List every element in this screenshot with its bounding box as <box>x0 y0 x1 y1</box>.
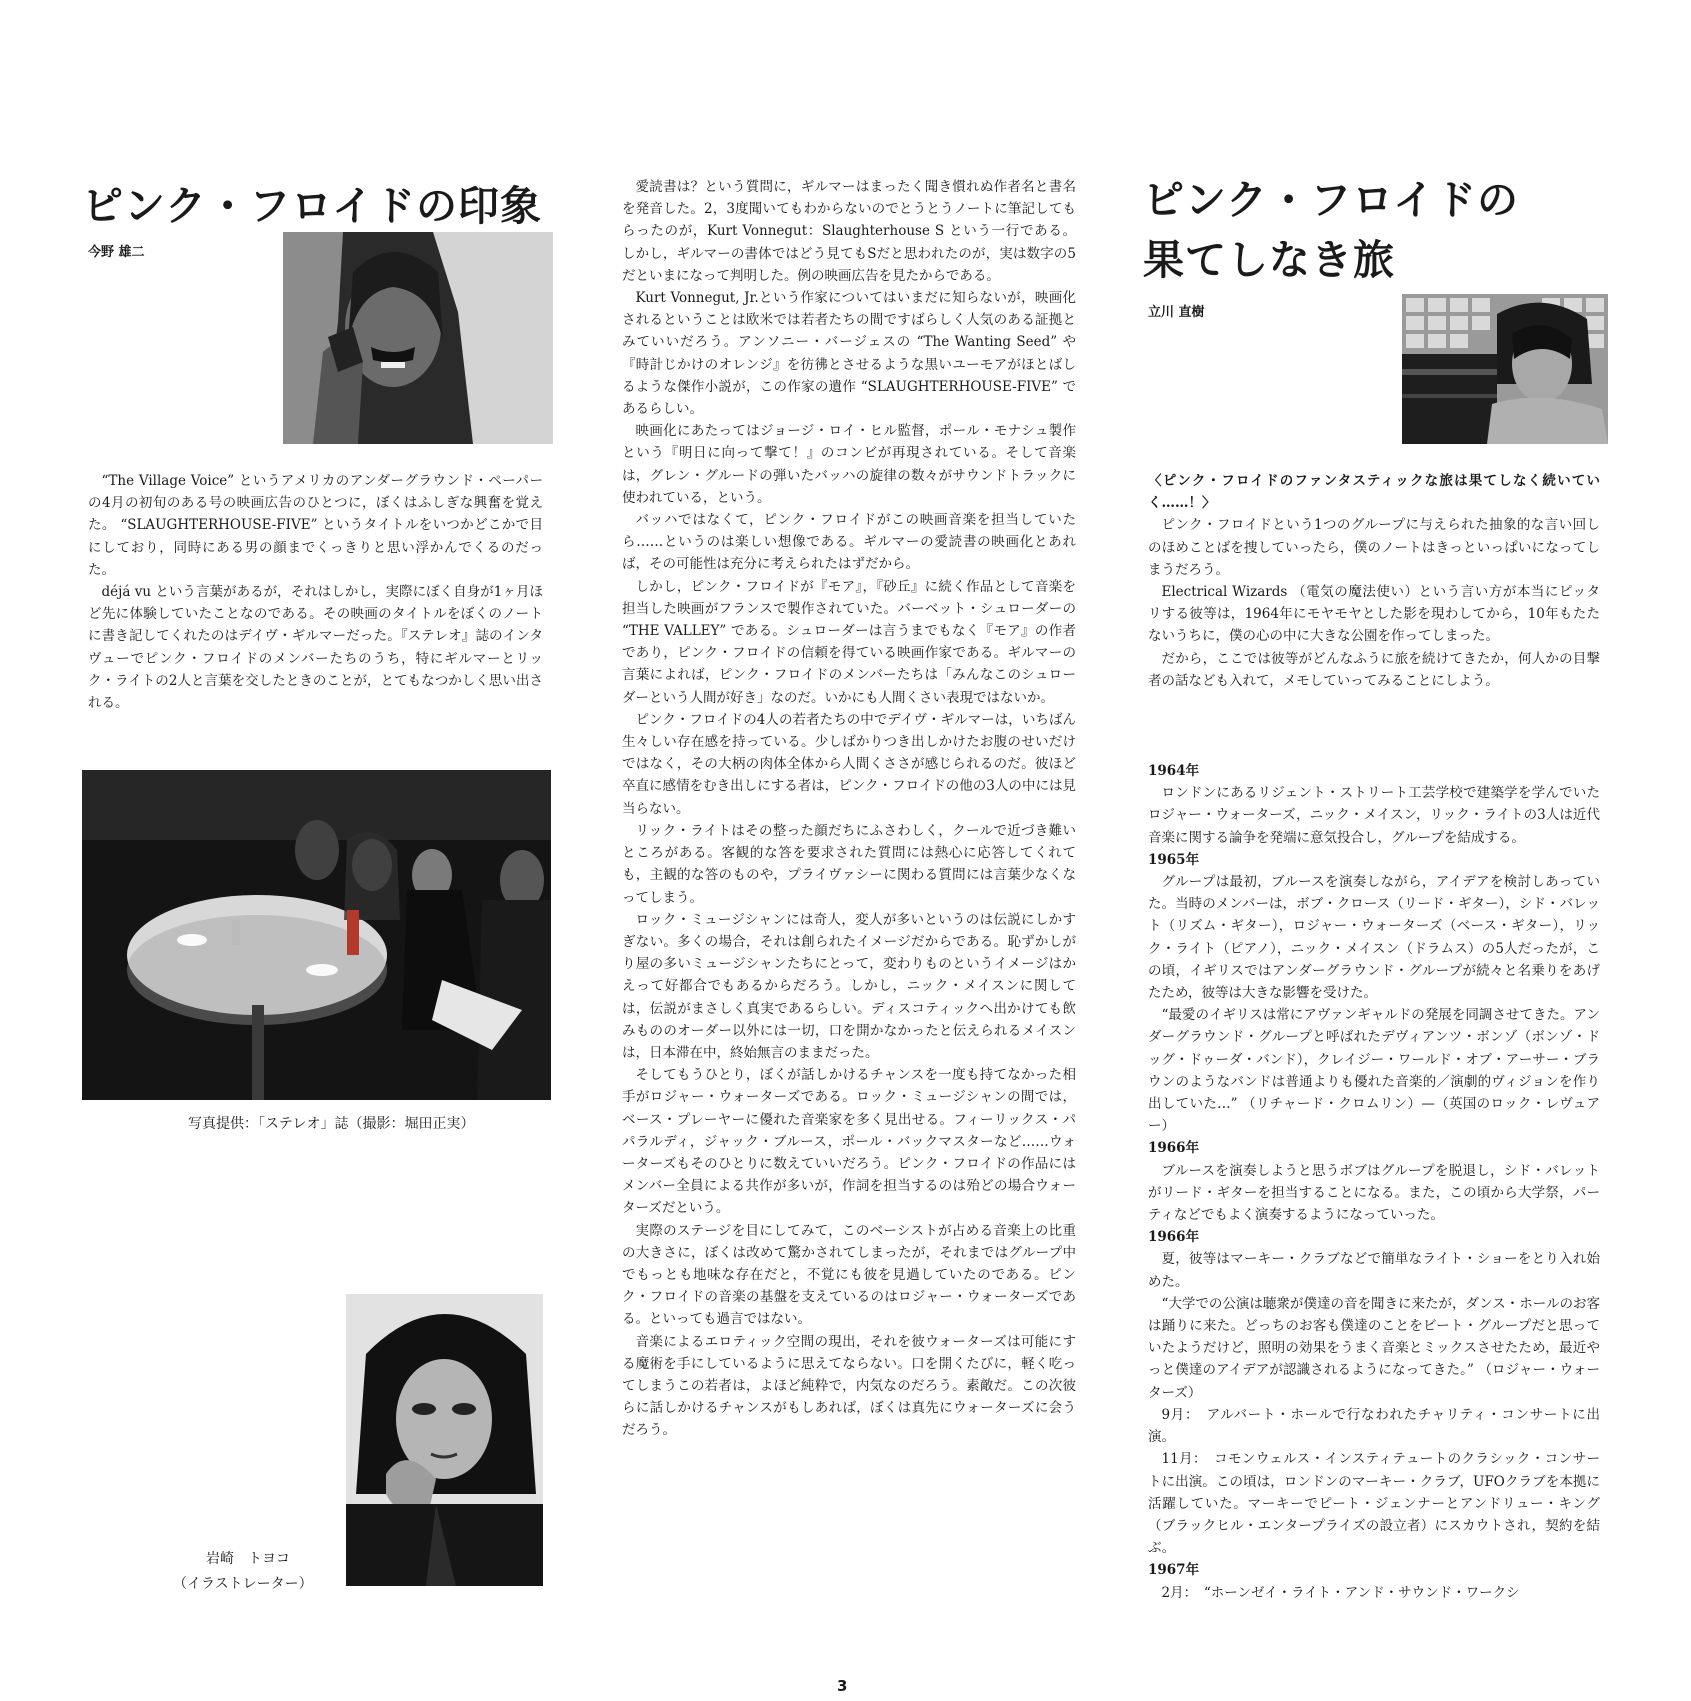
article2-timeline <box>1148 760 1600 1604</box>
article2-intro-paragraph: だから，ここでは彼等がどんなふうに旅を続けてきたか，何人かの目撃者の話なども入れて，メモしていってみることにしよう。 <box>1148 650 1600 689</box>
article1-paragraph: “The Village Voice” というアメリカのアンダーグラウンド・ペーパーの4月の初旬のある号の映画広告のひとつに，ぼくはふしぎな興奮を覚えた。 “SLAUGHTERHOUSE-FIVE” というタイトルをいつかどこかで目にしており，同時にある男の顔までくっきりと思い浮かんでくるのだった。 <box>88 473 543 578</box>
article2-title-line2: 果てしなき旅 <box>1143 236 1395 284</box>
article2-subtitle: 〈ピンク・フロイドのファンタスティックな旅は果てしなく続いていく……！〉 <box>1148 473 1600 512</box>
article2-intro-paragraph: ピンク・フロイドという1つのグループに与えられた抽象的な言い回しのほめことばを捜していったら，僕のノートはきっといっぱいになってしまうだろう。 <box>1148 517 1600 578</box>
illustrator-role: （イラストレーター） <box>173 1576 313 1592</box>
timeline-entry: 9月： アルバート・ホールで行なわれたチャリティ・コンサートに出演。 <box>1148 1406 1600 1446</box>
article2-title-line1: ピンク・フロイドの <box>1143 176 1519 224</box>
photo-illustrator-portrait <box>346 1294 543 1586</box>
timeline-entry: グループは最初，ブルースを演奏しながら，アイデアを検討しあっていた。当時のメンバーは，ボブ・クロース（リード・ギター），シド・バレット（リズム・ギター），ロジャー・ウォーターズ（ベース・ギター），リック・ライト（ピアノ），ニック・メイスン（ドラムス）の5人だったが，この頃，イギリスではアンダーグラウンド・グループが続々と名乗りをあげたため，彼等は大きな影響を受けた。 <box>1148 874 1600 1002</box>
timeline-entry: 2月： “ホーンゼイ・ライト・アンド・サウンド・ワークシ <box>1161 1584 1520 1601</box>
article1-body <box>88 470 543 714</box>
article1-continued-body <box>622 176 1076 1442</box>
photo-caption: 写真提供：「ステレオ」誌（撮影：堀田正実） <box>188 1116 475 1132</box>
photo-musician-at-piano <box>1402 294 1608 444</box>
article1-cont-paragraph: Kurt Vonnegut, Jr.という作家についてはいまだに知らないが，映画化されるということは欧米では若者たちの間ですばらしく人気のある証拠とみていいだろう。アンソニー・バージェスの “The Wanting Seed” や『時計じかけのオレンジ』を彷彿とさせるような黒いユーモアがほとばしるような傑作小説が，この作家の遺作 “SLAUGHTERHOUSE-FIVE” であるらしい。 <box>622 290 1076 418</box>
timeline-year: 1964年 <box>1148 763 1200 779</box>
article2-intro <box>1148 470 1600 692</box>
illustrator-name: 岩崎 トヨコ <box>206 1551 290 1567</box>
article1-cont-paragraph: バッハではなくて，ピンク・フロイドがこの映画音楽を担当していたら……というのは楽しい想像である。ギルマーの愛読書の映画化とあれば，その可能性は充分に考えられたはずだから。 <box>622 512 1076 573</box>
article1-cont-paragraph: ピンク・フロイドの4人の若者たちの中でデイヴ・ギルマーは，いちばん生々しい存在感を持っている。少しばかりつき出しかけたお腹のせいだけではなく，その大柄の肉体全体から人間くささが感じられるのだ。彼ほど卒直に感情をむき出しにする者は，ピンク・フロイドの他の3人の中には見当らない。 <box>622 711 1076 817</box>
timeline-entry: 11月： コモンウェルス・インスティテュートのクラシック・コンサートに出演。この頃は，ロンドンのマーキー・クラブ，UFOクラブを本拠に活躍していた。マーキーでピート・ジェンナーとアンドリュー・キング（ブラックヒル・エンタープライズの設立者）にスカウトされ，契約を結ぶ。 <box>1148 1451 1600 1557</box>
article1-author: 今野 雄二 <box>88 245 145 260</box>
timeline-year: 1966年 <box>1148 1229 1200 1246</box>
article1-paragraph: déjá vu という言葉があるが，それはしかし，実際にぼく自身が1ヶ月ほど先に体験していたことなのである。その映画のタイトルをぼくのノートに書き記してくれたのはデイヴ・ギルマーだった。『ステレオ』誌のインタヴューでピンク・フロイドのメンバーたちのうち，特にギルマーとリック・ライトの2人と言葉を交したときのことが，とてもなつかしく思い出される。 <box>88 584 543 712</box>
article1-cont-paragraph: そしてもうひとり，ぼくが話しかけるチャンスを一度も持てなかった相手がロジャー・ウォーターズである。ロック・ミュージシャンの間では，ベース・プレーヤーに優れた音楽家を多く見出せる。フィーリックス・パパラルディ，ジャック・ブルース，ポール・バックマスターなど……ウォーターズもそのひとりに数えていいだろう。ピンク・フロイドの作品にはメンバー全員による共作が多いが，作詞を担当するのは殆どの場合ウォーターズだという。 <box>622 1067 1076 1217</box>
timeline-entry: 夏，彼等はマーキー・クラブなどで簡単なライト・ショーをとり入れ始めた。 <box>1148 1251 1600 1290</box>
article1-cont-paragraph: 実際のステージを目にしてみて，このベーシストが占める音楽上の比重の大きさに，ぼくは改めて驚かされてしまったが，それまではグループ中でもっとも地味な存在だと，不覚にも彼を見過していたのである。ピンク・フロイドの音楽の基盤を支えているのはロジャー・ウォーターズである。といっても過言ではない。 <box>622 1222 1076 1328</box>
photo-band-at-cafe-table <box>82 770 551 1100</box>
timeline-entry: “大学での公演は聴衆が僕達の音を聞きに来たが，ダンス・ホールのお客は踊りに来た。どっちのお客も僕達のことをビート・グループだと思っていたようだけど，照明の効果をうまく音楽とミックスさせたため，最近やっと僕達のアイデアが認識されるようになってきた。” （ロジャー・ウォーターズ） <box>1148 1295 1600 1401</box>
photo-guitarist-on-phone <box>283 232 553 444</box>
article1-cont-paragraph: 映画化にあたってはジョージ・ロイ・ヒル監督，ポール・モナシュ製作という『明日に向って撃て！』のコンビが再現されている。そして音楽は，グレン・グルードの弾いたバッハの旋律の数々がサウンドトラックに使われている，という。 <box>622 423 1076 506</box>
timeline-entry: “最愛のイギリスは常にアヴァンギャルドの発展を同調させてきた。アンダーグラウンド・グループと呼ばれたデヴィアンツ・ボンゾ（ボンゾ・ドッグ・ドゥーダ・バンド），クレイジー・ワールド・オブ・アーサー・ブラウンのようなバンドは普通よりも優れた音楽的／演劇的ヴィジョンを作り出していた…” （リチャード・クロムリン）—（英国のロック・レヴュアー） <box>1148 1007 1600 1135</box>
timeline-year: 1966年 <box>1148 1140 1200 1157</box>
article1-cont-paragraph: ロック・ミュージシャンには奇人，変人が多いというのは伝説にしかすぎない。多くの場合，それは創られたイメージだからである。恥ずかしがり屋の多いミュージシャンたちにとって，変わりものというイメージはかえって好都合でもあるからだろう。しかし，ニック・メイスンに関しては，伝説がまさしく真実であるらしい。ディスコティックへ出かけても飲みもののオーダー以外には一切，口を開かなかったと伝えられるメイスンは，日本滞在中，終始無言のままだった。 <box>622 911 1076 1061</box>
page-number: 3 <box>837 1677 848 1695</box>
article2-intro-paragraph: Electrical Wizards （電気の魔法使い）という言い方が本当にピッタリする彼等は，1964年にモヤモヤとした影を現わしてから，10年もたたないうちに，僕の心の中に大きな公園を作ってしまった。 <box>1148 584 1600 645</box>
article1-cont-paragraph: リック・ライトはその整った顔だちにふさわしく，クールで近づき難いところがある。客観的な答を要求された質問には熱心に応答してくれても，主観的な答のものや，プライヴァシーに関わる質問には言葉少なくなってしまう。 <box>622 822 1076 906</box>
timeline-year: 1965年 <box>1148 851 1200 868</box>
article1-cont-paragraph: 音楽によるエロティック空間の現出，それを彼ウォーターズは可能にする魔術を手にしているように思えてならない。口を開くたびに，軽く吃ってしまうこの若者は，よほど純粋で，内気なのだろう。素敵だ。この次彼らに話しかけるチャンスがもしあれば，ぼくは真先にウォーターズに会うだろう。 <box>622 1333 1076 1439</box>
timeline-year: 1967年 <box>1148 1562 1200 1579</box>
article1-title: ピンク・フロイドの印象 <box>82 182 542 230</box>
timeline-entry: ロンドンにあるリジェント・ストリート工芸学校で建築学を学んでいたロジャー・ウォーターズ，ニック・メイスン，リック・ライトの3人は近代音楽に関する論争を発端に意気投合し，グループを結成する。 <box>1148 785 1600 846</box>
article2-author: 立川 直樹 <box>1148 305 1205 320</box>
timeline-entry: ブルースを演奏しようと思うボブはグループを脱退し，シド・バレットがリード・ギターを担当することになる。また，この頃から大学祭，パーティなどでもよく演奏するようになっていった。 <box>1148 1162 1600 1224</box>
article1-cont-paragraph: しかし，ピンク・フロイドが『モア』，『砂丘』に続く作品として音楽を担当した映画がフランスで製作されていた。バーベット・シュローダーの “THE VALLEY” である。シュローダーは言うまでもなく『モア』の作者であり，ピンク・フロイドの信頼を得ている映画作家である。ギルマーの言葉によれば，ピンク・フロイドのメンバーたちは「みんなこのシュローダーという人間が好き」なのだ。いかにも人間くさい表現ではないか。 <box>622 578 1076 706</box>
article1-cont-paragraph: 愛読書は？という質問に，ギルマーはまったく聞き慣れぬ作者名と書名を発音した。2，3度聞いてもわからないのでとうとうノートに筆記してもらったのが，Kurt Vonnegut：Slaughterhouse S という一行である。しかし，ギルマーの書体ではどう見てもSだと思われたのが，実は数字の5だといまになって判明した。例の映画広告を見たからである。 <box>622 179 1076 284</box>
